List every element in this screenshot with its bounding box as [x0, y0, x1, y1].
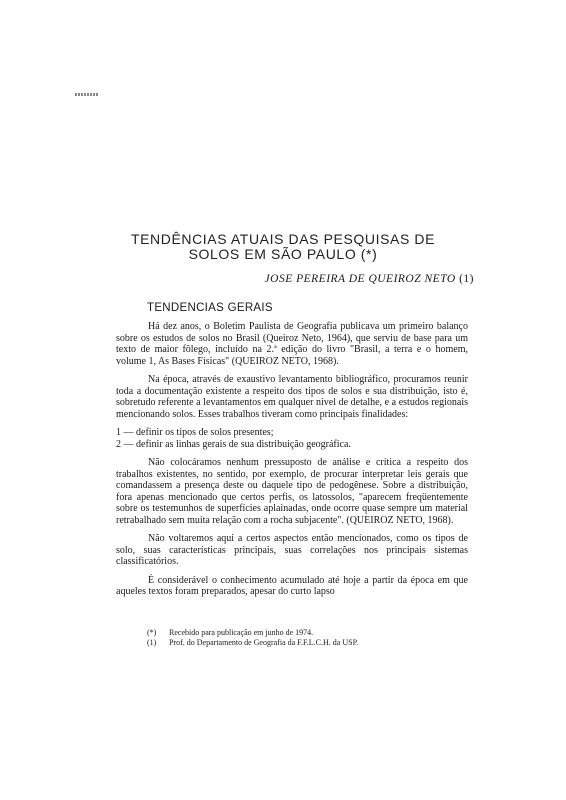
footnote-text: Prof. do Departamento de Geografia da F.F.L.C.H. da USP.: [169, 638, 359, 647]
footnote: [147, 638, 467, 648]
paragraph: Na época, através de exaustivo levantamento bibliográfico, procuramos reunir toda a documentação existente a respeito dos tipos de solos e sua distribuição, isto é, sobretudo referente a levantamentos em qualquer nível de detalhe, e a estudos regionais mencionando solos. Esses trabalhos tiveram como principais finalidades:: [116, 374, 468, 420]
article-body: [116, 321, 468, 598]
footnotes: [147, 628, 467, 648]
paragraph: Não voltaremos aqui a certos aspectos então mencionados, como os tipos de solo, suas características principais, suas correlações nos principais sistemas classificatórios.: [116, 533, 468, 567]
paragraph: Há dez anos, o Boletim Paulista de Geografia publicava um primeiro balanço sobre os estudos de solos no Brasil (Queiroz Neto, 1964), que serviu de base para um texto de maior fôlego, incluído na 2.ª edição do livro "Brasil, a terra e o homem, volume 1, As Bases Físicas" (QUEIROZ NETO, 1968).: [116, 321, 468, 367]
footnote: [147, 628, 467, 638]
section-heading: TENDENCIAS GERAIS: [147, 302, 273, 314]
footnote-text: Recebido para publicação em junho de 1974.: [169, 628, 314, 637]
paragraph: É considerável o conhecimento acumulado até hoje a partir da época em que aqueles textos foram preparados, apesar do curto lapso: [116, 574, 468, 597]
footnote-mark: (*): [147, 628, 157, 637]
list-item: 2 — definir as linhas gerais de sua distribuição geográfica.: [116, 438, 351, 450]
footnote-mark: (1): [147, 638, 157, 647]
paragraph: Não colocáramos nenhum pressuposto de análise e crítica a respeito dos trabalhos existentes, no sentido, por exemplo, de procurar interpretar leis gerais que comandassem a presença deste ou daquele tipo de pedogênese. Sobre a distribuição, fora apenas mencionado que certos perfis, os latossolos, "aparecem freqüentemente sobre os testemunhos de superfícies aplainadas, onde ocorre quase sempre um material retrabalhado sem muita relação com a rocha subjacente". (QUEIROZ NETO, 1968).: [116, 457, 468, 526]
author-name: JOSE PEREIRA DE QUEIROZ NETO: [264, 273, 456, 285]
article-title: [110, 232, 456, 262]
list-item: 1 — definir os tipos de solos presentes;: [116, 427, 274, 438]
article-title-line-2: SOLOS EM SÃO PAULO (*): [188, 246, 378, 262]
author-line: [226, 273, 474, 285]
author-footnote-ref: (1): [459, 273, 474, 285]
scan-artifact-mark: [75, 93, 99, 96]
article-title-line-1: TENDÊNCIAS ATUAIS DAS PESQUISAS DE: [130, 231, 436, 247]
